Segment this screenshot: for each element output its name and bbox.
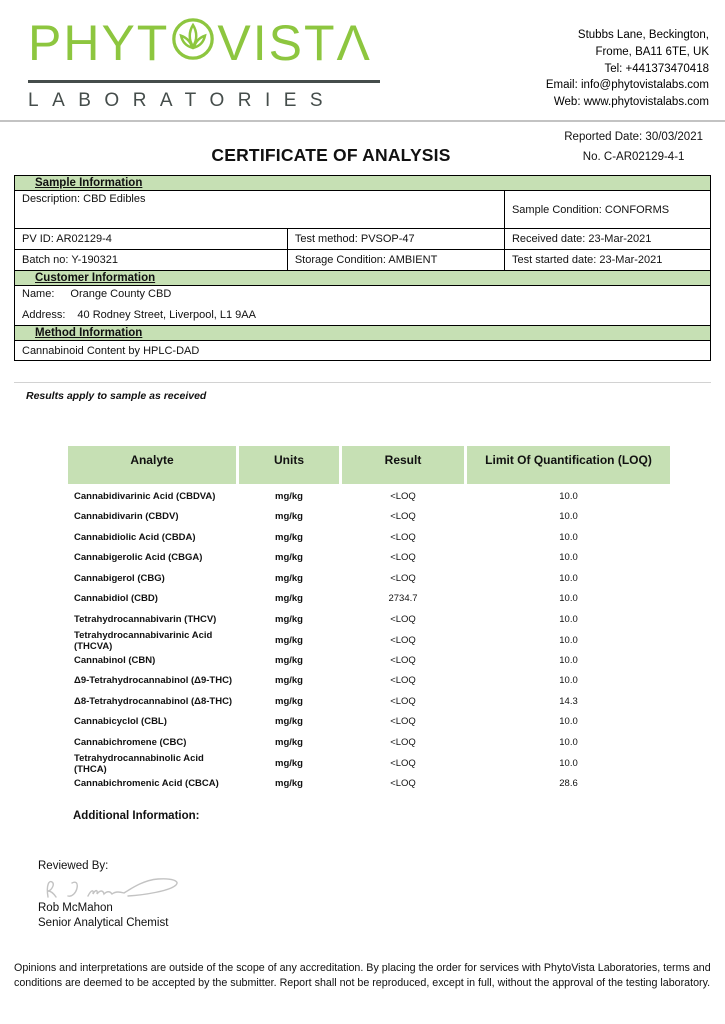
contact-tel: Tel: +441373470418 — [604, 62, 709, 75]
table-row — [68, 548, 670, 569]
sample-info-table — [14, 190, 711, 271]
units-cell: mg/kg — [275, 552, 303, 564]
col-header-result: Result — [342, 446, 464, 484]
analyte-cell: Cannabidivarin (CBDV) — [74, 511, 179, 523]
result-cell: <LOQ — [390, 716, 416, 728]
result-cell: 2734.7 — [388, 593, 418, 605]
analyte-cell: Cannabigerol (CBG) — [74, 572, 165, 584]
method-info-box: Cannabinoid Content by HPLC-DAD — [14, 340, 711, 361]
analyte-cell: Cannabicyclol (CBL) — [74, 716, 167, 728]
table-row — [68, 650, 670, 671]
analyte-cell: Tetrahydrocannabivarinic Acid (THCVA) — [74, 629, 213, 652]
contact-address-line-2: Frome, BA11 6TE, UK — [595, 45, 709, 58]
certificate-body — [14, 176, 711, 992]
result-cell: <LOQ — [390, 613, 416, 625]
table-row — [68, 568, 670, 589]
test-method: Test method: PVSOP-47 — [287, 229, 504, 250]
contact-email: Email: info@phytovistalabs.com — [545, 79, 709, 92]
loq-cell: 28.6 — [559, 777, 578, 789]
brand-wordmark — [28, 16, 380, 70]
table-row — [68, 732, 670, 753]
brand-text-left: PHYT — [28, 15, 170, 71]
results-table-body — [68, 486, 670, 794]
additional-information-label: Additional Information: — [73, 809, 200, 822]
sample-condition: Sample Condition: CONFORMS — [504, 191, 710, 229]
result-cell: <LOQ — [390, 635, 416, 646]
signature — [40, 875, 200, 901]
loq-cell: 10.0 — [559, 572, 578, 584]
loq-cell: 10.0 — [559, 716, 578, 728]
analyte-cell: Cannabinol (CBN) — [74, 654, 156, 666]
received-date: Received date: 23-Mar-2021 — [504, 229, 710, 250]
loq-cell: 10.0 — [559, 613, 578, 625]
units-cell: mg/kg — [275, 777, 303, 789]
customer-name-line — [22, 288, 703, 300]
units-cell: mg/kg — [275, 736, 303, 748]
section-sample-information: Sample Information — [14, 175, 711, 191]
result-cell: <LOQ — [390, 572, 416, 584]
customer-address-line — [22, 309, 703, 321]
table-row — [68, 527, 670, 548]
batch-no: Batch no: Y-190321 — [15, 250, 288, 271]
table-row — [68, 712, 670, 733]
analyte-cell: Tetrahydrocannabivarin (THCV) — [74, 613, 217, 625]
result-cell: <LOQ — [390, 695, 416, 707]
analyte-cell: Cannabigerolic Acid (CBGA) — [74, 552, 203, 564]
reviewer-name: Rob McMahon — [38, 901, 113, 914]
test-started-date: Test started date: 23-Mar-2021 — [504, 250, 710, 271]
result-cell: <LOQ — [390, 758, 416, 769]
analyte-cell: Cannabidiol (CBD) — [74, 593, 158, 605]
analyte-cell: Δ9-Tetrahydrocannabinol (Δ9-THC) — [74, 675, 233, 687]
customer-address-label: Address: — [22, 309, 66, 321]
analyte-cell: Cannabidiolic Acid (CBDA) — [74, 531, 196, 543]
report-number: No. C-AR02129-4-1 — [582, 151, 685, 163]
section-customer-information: Customer Information — [14, 270, 711, 286]
col-header-analyte: Analyte — [68, 446, 236, 484]
phytovista-logo — [28, 16, 380, 112]
result-cell: <LOQ — [390, 736, 416, 748]
loq-cell: 10.0 — [559, 654, 578, 666]
units-cell: mg/kg — [275, 758, 303, 769]
storage-condition: Storage Condition: AMBIENT — [287, 250, 504, 271]
analyte-cell: Cannabidivarinic Acid (CBDVA) — [74, 490, 216, 502]
results-note: Results apply to sample as received — [26, 390, 207, 402]
reviewed-by-label: Reviewed By: — [38, 859, 109, 872]
pv-id: PV ID: AR02129-4 — [15, 229, 288, 250]
loq-cell: 10.0 — [559, 635, 578, 646]
loq-cell: 10.0 — [559, 758, 578, 769]
contact-web: Web: www.phytovistalabs.com — [553, 96, 709, 109]
sample-description: Description: CBD Edibles — [15, 191, 505, 229]
review-block — [38, 860, 711, 931]
analyte-cell: Cannabichromene (CBC) — [74, 736, 187, 748]
units-cell: mg/kg — [275, 490, 303, 502]
table-row — [68, 691, 670, 712]
footer-disclaimer: Opinions and interpretations are outside of the scope of any accreditation. By placing the order for services with PhytoVista Laboratories, terms and conditions are deemed to be accepted by the submitter. Report shall not be reproduced, except in full, without the approval of the testing laboratory. — [14, 961, 711, 989]
analyte-cell: Δ8-Tetrahydrocannabinol (Δ8-THC) — [74, 695, 233, 707]
table-row — [68, 773, 670, 794]
table-row — [68, 671, 670, 692]
analyte-cell: Tetrahydrocannabinolic Acid (THCA) — [74, 752, 204, 775]
customer-info-box — [14, 285, 711, 326]
section-method-information: Method Information — [14, 325, 711, 341]
table-row — [68, 486, 670, 507]
table-row — [68, 589, 670, 610]
result-cell: <LOQ — [390, 675, 416, 687]
header-divider — [0, 120, 725, 122]
result-cell: <LOQ — [390, 511, 416, 523]
table-row — [68, 609, 670, 630]
units-cell: mg/kg — [275, 695, 303, 707]
table-row — [68, 753, 670, 774]
loq-cell: 10.0 — [559, 593, 578, 605]
units-cell: mg/kg — [275, 635, 303, 646]
result-cell: <LOQ — [390, 654, 416, 666]
table-row — [68, 507, 670, 528]
result-cell: <LOQ — [390, 777, 416, 789]
loq-cell: 10.0 — [559, 531, 578, 543]
result-cell: <LOQ — [390, 531, 416, 543]
reported-date: Reported Date: 30/03/2021 — [564, 131, 703, 143]
customer-address-value: 40 Rodney Street, Liverpool, L1 9AA — [77, 309, 256, 321]
loq-cell: 10.0 — [559, 736, 578, 748]
customer-name-value: Orange County CBD — [70, 288, 172, 300]
brand-subtitle: LABORATORIES — [28, 80, 380, 112]
report-meta — [564, 127, 703, 167]
analyte-cell: Cannabichromenic Acid (CBCA) — [74, 777, 219, 789]
loq-cell: 10.0 — [559, 490, 578, 502]
reviewer-title: Senior Analytical Chemist — [38, 916, 169, 929]
results-table-header — [68, 446, 670, 484]
loq-cell: 10.0 — [559, 675, 578, 687]
page-title: CERTIFICATE OF ANALYSIS — [211, 145, 451, 165]
units-cell: mg/kg — [275, 654, 303, 666]
units-cell: mg/kg — [275, 511, 303, 523]
brand-text-right: VISTΛ — [217, 15, 372, 71]
loq-cell: 14.3 — [559, 695, 578, 707]
result-cell: <LOQ — [390, 552, 416, 564]
contact-address-line-1: Stubbs Lane, Beckington, — [577, 29, 709, 41]
col-header-loq: Limit Of Quantification (LOQ) — [467, 446, 670, 484]
loq-cell: 10.0 — [559, 511, 578, 523]
result-cell: <LOQ — [390, 490, 416, 502]
customer-name-label: Name: — [22, 288, 55, 300]
leaf-o-icon — [170, 16, 216, 70]
units-cell: mg/kg — [275, 593, 303, 605]
units-cell: mg/kg — [275, 572, 303, 584]
units-cell: mg/kg — [275, 716, 303, 728]
lab-contact-info — [546, 27, 709, 111]
units-cell: mg/kg — [275, 613, 303, 625]
section-divider — [14, 382, 711, 383]
units-cell: mg/kg — [275, 531, 303, 543]
col-header-units: Units — [239, 446, 339, 484]
table-row — [68, 630, 670, 651]
loq-cell: 10.0 — [559, 552, 578, 564]
units-cell: mg/kg — [275, 675, 303, 687]
results-table — [68, 446, 670, 794]
